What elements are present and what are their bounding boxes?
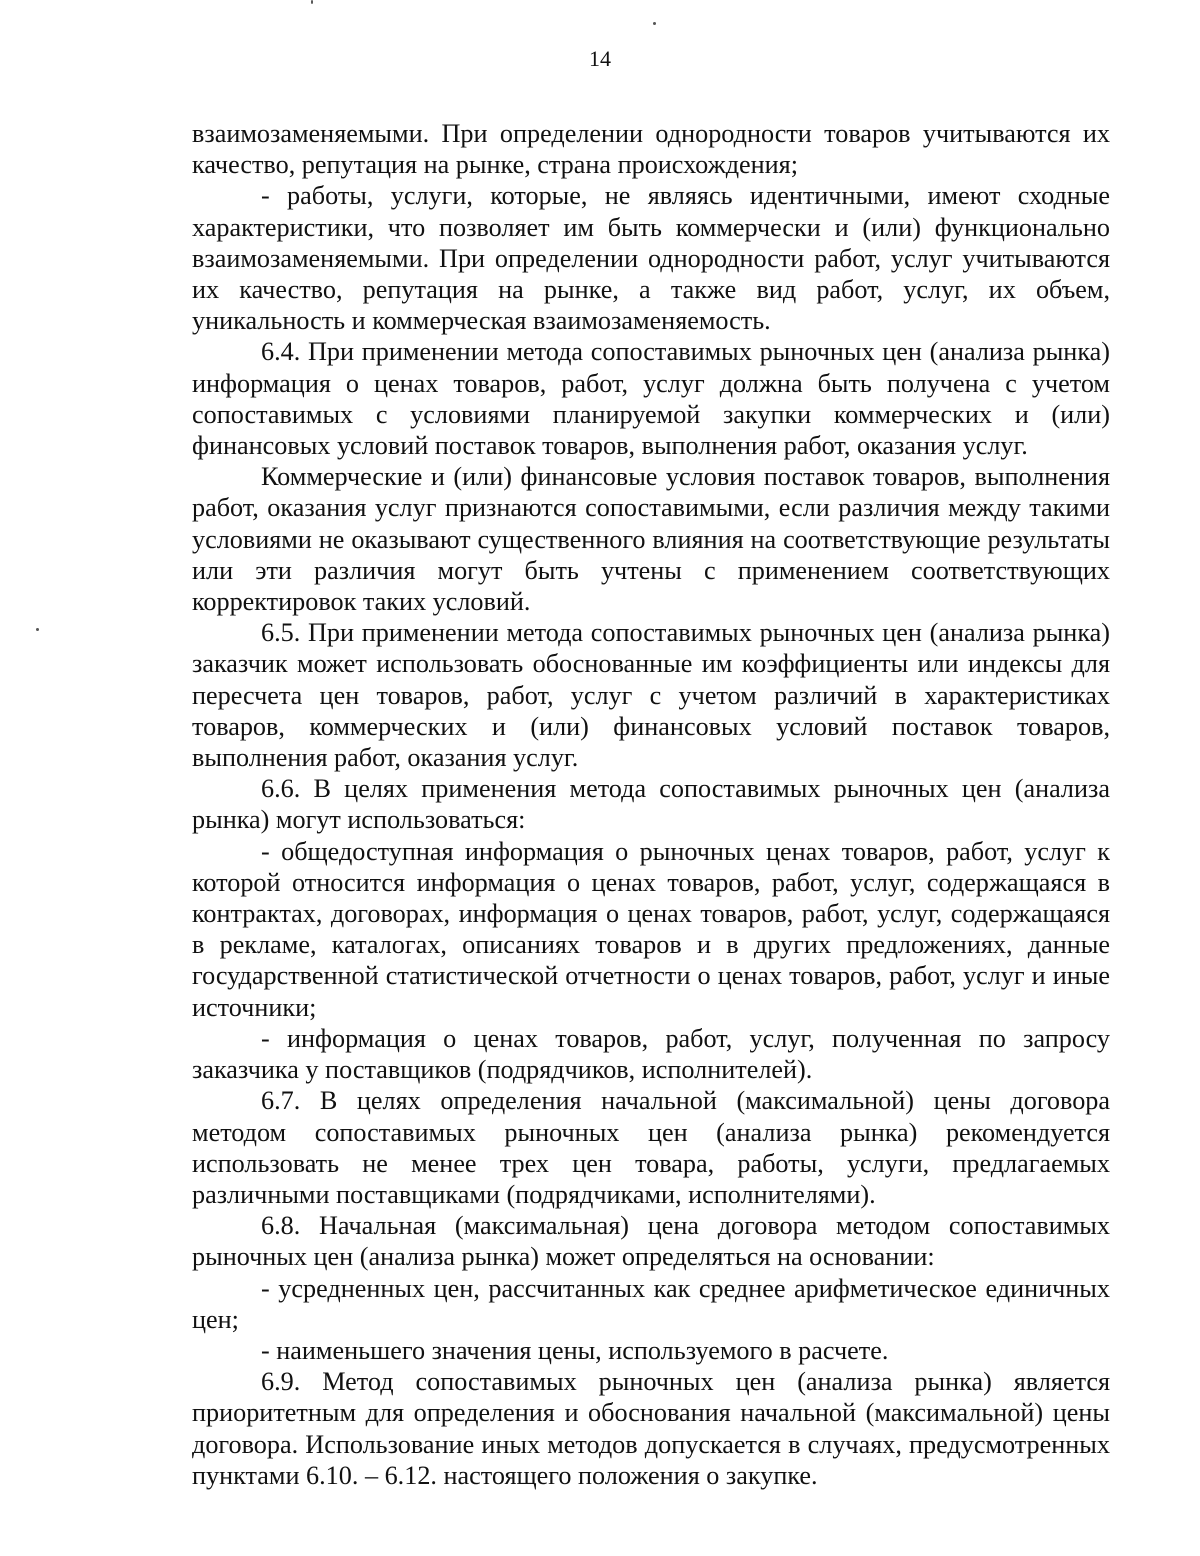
paragraph-6-6: 6.6. В целях применения метода сопоставимых рыночных цен (анализа рынка) могут использоваться: xyxy=(192,774,1110,835)
paragraph: - информация о ценах товаров, работ, услуг, полученная по запросу заказчика у поставщиков (подрядчиков, исполнителей). xyxy=(192,1023,1110,1085)
scan-speck xyxy=(653,22,656,25)
paragraph-6-4: 6.4. При применении метода сопоставимых рыночных цен (анализа рынка) информация о ценах товаров, работ, услуг должна быть получена с учетом сопоставимых с условиями планируемой закупки коммерческих и (или) финансовых условий поставок товаров, выполнения работ, оказания услуг. xyxy=(192,337,1110,461)
document-body xyxy=(192,118,1110,1491)
paragraph: - работы, услуги, которые, не являясь идентичными, имеют сходные характеристики, что позволяет им быть коммерчески и (или) функционально взаимозаменяемыми. При определении однородности работ, услуг учитываются их качество, репутация на рынке, а также вид работ, услуг, их объем, уникальность и коммерческая взаимозаменяемость. xyxy=(192,181,1110,336)
paragraph: - общедоступная информация о рыночных ценах товаров, работ, услуг к которой относится информация о ценах товаров, работ, услуг, содержащаяся в контрактах, договорах, информация о ценах товаров, работ, услуг, содержащаяся в рекламе, каталогах, описаниях товаров и в других предложениях, данные государственной статистической отчетности о ценах товаров, работ, услуг и иные источники; xyxy=(192,836,1110,1022)
scan-speck xyxy=(311,0,313,4)
paragraph: - усредненных цен, рассчитанных как среднее арифметическое единичных цен; xyxy=(192,1273,1110,1334)
paragraph: Коммерческие и (или) финансовые условия поставок товаров, выполнения работ, оказания услуг признаются сопоставимыми, если различия между такими условиями не оказывают существенного влияния на соответствующие результаты или эти различия могут быть учтены с применением соответствующих корректировок таких условий. xyxy=(192,462,1110,617)
paragraph-6-8: 6.8. Начальная (максимальная) цена договора методом сопоставимых рыночных цен (анализа рынка) может определяться на основании: xyxy=(192,1211,1110,1272)
paragraph-6-5: 6.5. При применении метода сопоставимых рыночных цен (анализа рынка) заказчик может использовать обоснованные им коэффициенты или индексы для пересчета цен товаров, работ, услуг с учетом различий в характеристиках товаров, коммерческих и (или) финансовых условий поставок товаров, выполнения работ, оказания услуг. xyxy=(192,618,1110,773)
page-number: 14 xyxy=(589,46,611,71)
paragraph-6-9: 6.9. Метод сопоставимых рыночных цен (анализа рынка) является приоритетным для определения и обоснования начальной (максимальной) цены договора. Использование иных методов допускается в случаях, предусмотренных пунктами 6.10. – 6.12. настоящего положения о закупке. xyxy=(192,1367,1110,1490)
paragraph: - наименьшего значения цены, используемого в расчете. xyxy=(261,1335,889,1365)
paragraph: взаимозаменяемыми. При определении однородности товаров учитываются их качество, репутация на рынке, страна происхождения; xyxy=(192,119,1110,180)
paragraph-6-7: 6.7. В целях определения начальной (максимальной) цены договора методом сопоставимых рыночных цен (анализа рынка) рекомендуется использовать не менее трех цен товара, работы, услуги, предлагаемых различными поставщиками (подрядчиками, исполнителями). xyxy=(192,1086,1110,1209)
scan-speck xyxy=(36,628,39,631)
